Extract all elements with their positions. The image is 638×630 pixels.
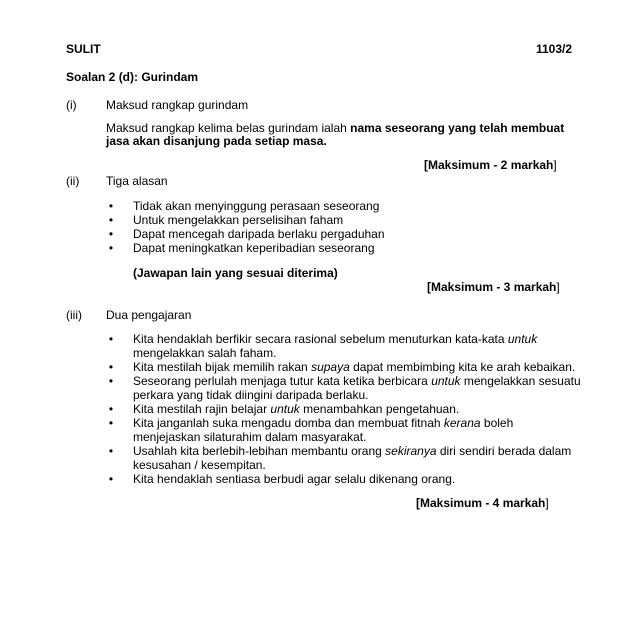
lesson-text <box>133 360 593 374</box>
bullet-icon: • <box>108 444 114 458</box>
section-ii-number: (ii) <box>66 174 80 188</box>
section-i-mark-bracket: ] <box>553 158 557 172</box>
bullet-icon: • <box>108 374 114 388</box>
lesson-text-continued: kesusahan / kesempitan. <box>133 458 266 472</box>
lesson-text-part: mengelakkan sesuatu <box>460 374 581 388</box>
lesson-text-part: Kita janganlah suka mengadu domba dan membuat fitnah <box>133 416 444 430</box>
section-i-number: (i) <box>66 98 77 112</box>
lesson-text <box>133 332 593 346</box>
lesson-text <box>133 416 593 430</box>
reason-text: Untuk mengelakkan perselisihan faham <box>133 213 344 227</box>
lesson-text-part: Kita hendaklah berfikir secara rasional sebelum menuturkan kata-kata <box>133 332 508 346</box>
reason-text: Tidak akan menyinggung perasaan seseorang <box>133 199 380 213</box>
section-i-mark <box>424 158 557 172</box>
section-iii-mark-bracket: ] <box>545 496 549 510</box>
lesson-text-italic: supaya <box>311 360 350 374</box>
section-ii-mark-bracket: ] <box>556 280 560 294</box>
section-i-heading: Maksud rangkap gurindam <box>106 98 249 112</box>
section-ii-mark-text: [Maksimum - 3 markah <box>427 280 557 294</box>
lesson-text-italic: untuk <box>270 402 300 416</box>
lesson-text-italic: untuk <box>507 332 538 346</box>
lesson-text <box>133 374 593 388</box>
reason-text: Dapat mencegah daripada berlaku pergaduhan <box>133 227 385 241</box>
lesson-text-part: menambahkan pengetahuan. <box>299 402 460 416</box>
section-i-answer-bold: nama seseorang yang telah membuat <box>350 121 565 135</box>
lesson-text-part: boleh <box>480 416 514 430</box>
lesson-text-part: Usahlah kita berlebih-lebihan membantu orang <box>133 444 386 458</box>
bullet-icon: • <box>108 472 114 486</box>
section-i-answer-plain: Maksud rangkap kelima belas gurindam ialah <box>106 121 351 135</box>
section-iii-heading: Dua pengajaran <box>106 308 192 322</box>
lesson-text-italic: kerana <box>443 416 481 430</box>
lesson-text-italic: untuk <box>431 374 461 388</box>
bullet-icon: • <box>108 416 114 430</box>
lesson-text-continued: perkara yang tidak diingini daripada berlaku. <box>133 388 369 402</box>
section-ii-note: (Jawapan lain yang sesuai diterima) <box>133 266 338 280</box>
bullet-icon: • <box>108 213 114 227</box>
lesson-text <box>133 444 593 458</box>
bullet-icon: • <box>108 332 114 346</box>
section-ii-heading: Tiga alasan <box>106 174 168 188</box>
section-ii-mark <box>427 280 560 294</box>
reason-text: Dapat meningkatkan keperibadian seseorang <box>133 241 375 255</box>
bullet-icon: • <box>108 241 114 255</box>
lesson-text-italic: sekiranya <box>385 444 437 458</box>
lesson-text-part: Seseorang perlulah menjaga tutur kata ketika berbicara <box>133 374 432 388</box>
lesson-text-part: Kita mestilah bijak memilih rakan <box>133 360 312 374</box>
section-iii-mark-text: [Maksimum - 4 markah <box>416 496 546 510</box>
header-paper-code: 1103/2 <box>535 42 572 56</box>
section-i-answer-line1 <box>106 121 564 135</box>
bullet-icon: • <box>108 227 114 241</box>
section-iii-number: (iii) <box>66 308 82 322</box>
lesson-text-continued: menjejaskan silaturahim dalam masyarakat. <box>133 430 367 444</box>
section-iii-mark <box>416 496 549 510</box>
bullet-icon: • <box>108 360 114 374</box>
lesson-text <box>133 402 593 416</box>
lesson-text-part: diri sendiri berada dalam <box>436 444 572 458</box>
lesson-text: Kita hendaklah sentiasa berbudi agar selalu dikenang orang. <box>133 472 456 486</box>
section-i-answer-line2: jasa akan disanjung pada setiap masa. <box>106 134 327 148</box>
lesson-text-part: dapat membimbing kita ke arah kebaikan. <box>349 360 576 374</box>
lesson-text-part: Kita mestilah rajin belajar <box>133 402 271 416</box>
question-title: Soalan 2 (d): Gurindam <box>66 70 199 84</box>
bullet-icon: • <box>108 402 114 416</box>
section-i-mark-text: [Maksimum - 2 markah <box>424 158 554 172</box>
bullet-icon: • <box>108 199 114 213</box>
header-sulit: SULIT <box>66 42 101 56</box>
lesson-text-continued: mengelakkan salah faham. <box>133 346 277 360</box>
